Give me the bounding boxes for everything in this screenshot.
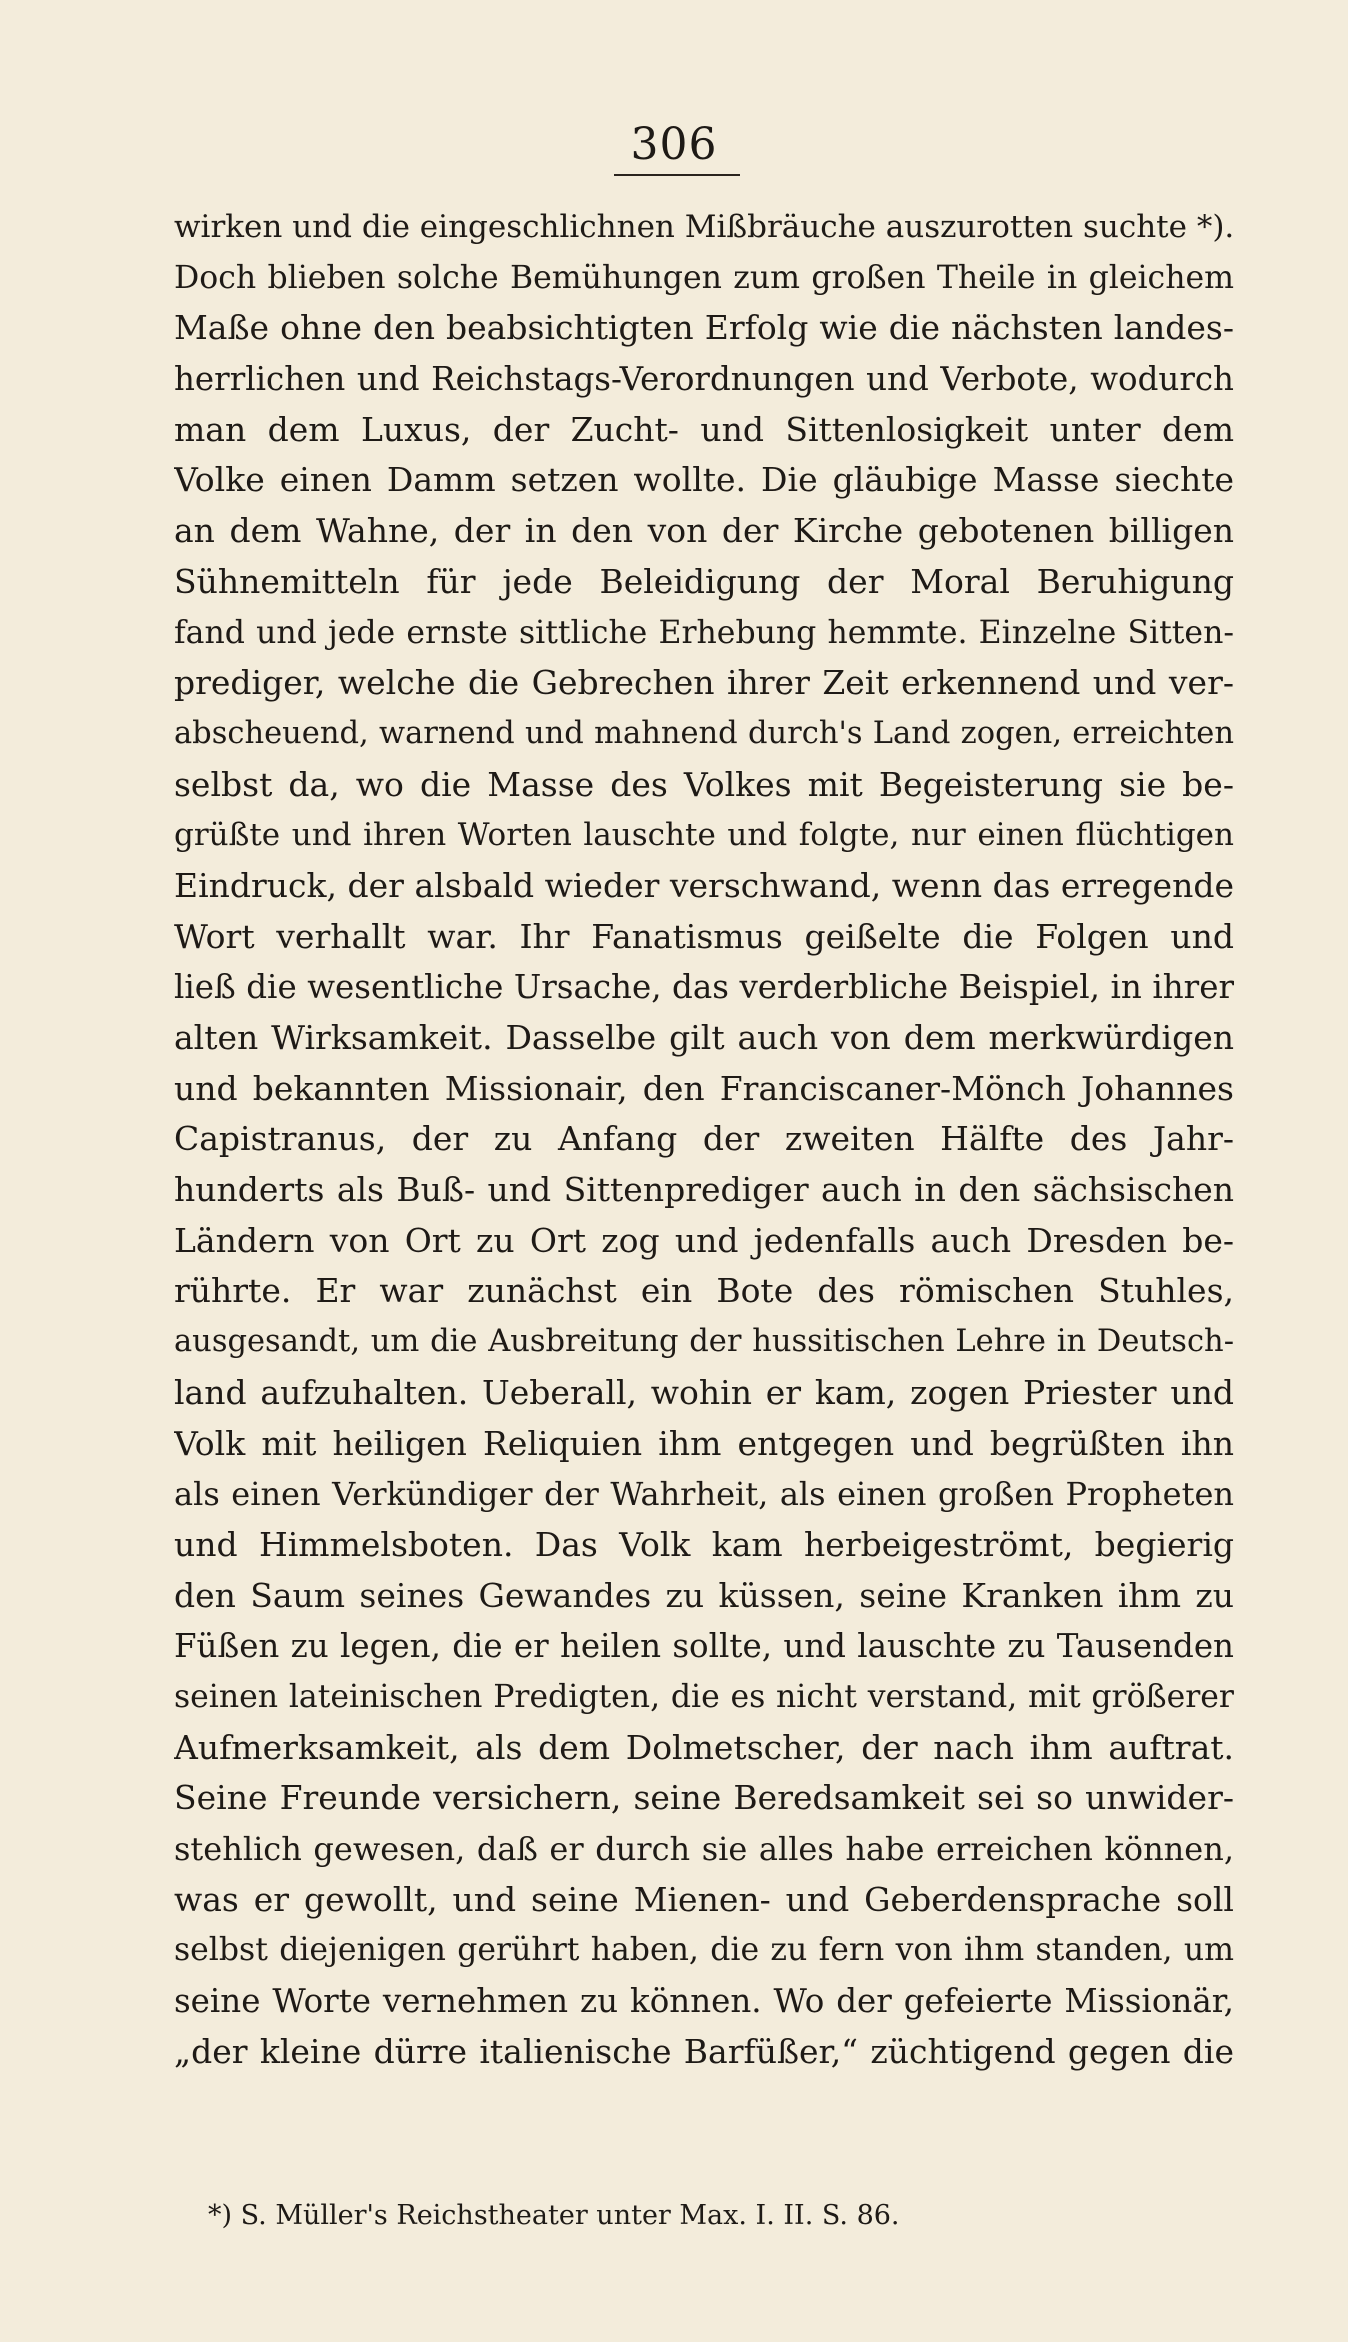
text-line: was er gewollt, und seine Mienen- und Geberdensprache soll [174,1879,1234,1919]
text-line: Maße ohne den beabsichtigten Erfolg wie die nächsten landes- [174,308,1234,348]
text-line: fand und jede ernste sittliche Erhebung hemmte. Einzelne Sitten- [174,614,1234,651]
page-number: 306 [630,119,718,170]
text-line: abscheuend, warnend und mahnend durch's Land zogen, erreichten [174,715,1234,751]
text-line: Seine Freunde versichern, seine Beredsamkeit sei so unwider- [174,1778,1234,1818]
text-line: selbst da, wo die Masse des Volkes mit Begeisterung sie be- [174,764,1234,804]
text-line: man dem Luxus, der Zucht- und Sittenlosigkeit unter dem [174,409,1234,449]
text-line: selbst diejenigen gerührt haben, die zu fern von ihm standen, um [174,1932,1234,1969]
text-line: Eindruck, der alsbald wieder verschwand, wenn das erregende [174,865,1234,905]
text-line: Ländern von Ort zu Ort zog und jedenfalls auch Dresden be- [174,1220,1234,1260]
footnote: *) S. Müller's Reichstheater unter Max. I. II. S. 86. [208,2200,900,2231]
text-line: land aufzuhalten. Ueberall, wohin er kam, zogen Priester und [174,1372,1234,1412]
text-line: Doch blieben solche Bemühungen zum großen Theile in gleichem [174,259,1234,296]
text-line: herrlichen und Reichstags-Verordnungen und Verbote, wodurch [174,360,1234,399]
text-line: Aufmerksamkeit, als dem Dolmetscher, der nach ihm auftrat. [174,1727,1234,1767]
text-line: hunderts als Buß- und Sittenprediger auch in den sächsischen [174,1170,1234,1210]
text-line: ausgesandt, um die Ausbreitung der hussitischen Lehre in Deutsch- [174,1324,1234,1360]
text-line: Capistranus, der zu Anfang der zweiten Hälfte des Jahr- [174,1119,1234,1159]
text-line: stehlich gewesen, daß er durch sie alles habe erreichen können, [174,1830,1234,1868]
text-line: seinen lateinischen Predigten, die es nicht verstand, mit größerer [174,1678,1234,1715]
text-line: prediger, welche die Gebrechen ihrer Zeit erkennend und ver- [174,663,1234,703]
text-line: Volk mit heiligen Reliquien ihm entgegen und begrüßten ihn [174,1423,1234,1463]
text-line: Sühnemitteln für jede Beleidigung der Moral Beruhigung [174,561,1234,601]
body-text [174,202,1234,2077]
text-line: und bekannten Missionair, den Franciscaner-Mönch Johannes [174,1068,1234,1108]
text-line: seine Worte vernehmen zu können. Wo der gefeierte Missionär, [174,1982,1234,2021]
text-line: Füßen zu legen, die er heilen sollte, und lauschte zu Tausenden [174,1627,1234,1666]
text-line: Wort verhallt war. Ihr Fanatismus geißelte die Folgen und [174,916,1234,956]
text-line: als einen Verkündiger der Wahrheit, als einen großen Propheten [174,1475,1234,1514]
text-line: an dem Wahne, der in den von der Kirche gebotenen billigen [174,511,1234,551]
text-line: „der kleine dürre italienische Barfüßer,“ züchtigend gegen die [174,2031,1234,2071]
text-line: wirken und die eingeschlichnen Mißbräuche auszurotten suchte *). [174,209,1234,245]
text-line: den Saum seines Gewandes zu küssen, seine Kranken ihm zu [174,1575,1234,1615]
text-line: ließ die wesentliche Ursache, das verderbliche Beispiel, in ihrer [174,968,1234,1007]
header-rule [614,174,740,176]
text-line: grüßte und ihren Worten lauschte und folgte, nur einen flüchtigen [174,817,1234,854]
text-line: alten Wirksamkeit. Dasselbe gilt auch von dem merkwürdigen [174,1018,1234,1057]
text-line: und Himmelsboten. Das Volk kam herbeigeströmt, begierig [174,1524,1234,1564]
text-line: Volke einen Damm setzen wollte. Die gläubige Masse siechte [174,460,1234,500]
text-line: rührte. Er war zunächst ein Bote des römischen Stuhles, [174,1271,1234,1311]
